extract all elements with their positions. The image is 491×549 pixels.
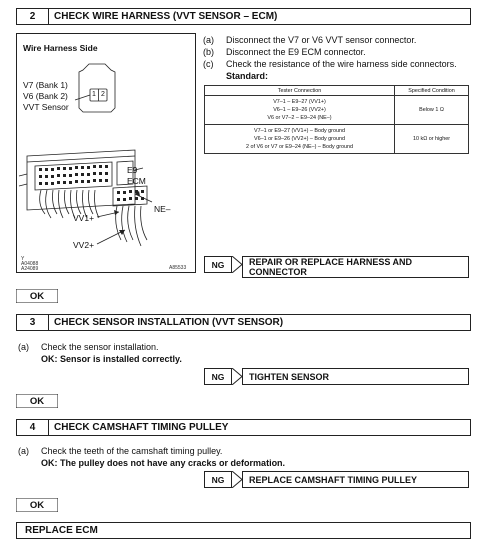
instruction-key: (a) <box>203 35 214 45</box>
table-cell-connections <box>205 125 395 154</box>
ng-result-box <box>242 256 469 278</box>
v6-label: V6 (Bank 2) <box>23 91 68 101</box>
connection-line: V6 or V7–2 – E9–24 (NE–) <box>267 115 332 121</box>
table-header-cell: Tester Connection <box>205 86 395 96</box>
ne-label: NE– <box>154 204 171 214</box>
standard-label: Standard: <box>226 71 269 81</box>
step-3-instruction <box>18 341 159 353</box>
instruction-text: Check the teeth of the camshaft timing pulley. <box>41 446 223 456</box>
connection-line: 2 of V6 or V7 or E9–24 (NE–) – Body ground <box>246 144 353 150</box>
ng-chip: NG <box>204 368 232 385</box>
step-2-header <box>16 8 471 25</box>
connection-line: V6–1 or E9–26 (VV2+) – Body ground <box>254 136 345 142</box>
instruction-key: (a) <box>18 342 29 352</box>
pin-1-label: 1 <box>92 91 96 98</box>
ecm-label: ECM <box>127 176 146 186</box>
instruction-text: Check the resistance of the wire harness side connectors. <box>226 59 457 69</box>
step-number: 3 <box>17 315 49 330</box>
ok-flow-label: OK <box>16 289 58 303</box>
instruction-a <box>203 34 416 46</box>
diagram-code-1: Y <box>21 256 25 262</box>
table-cell-condition: 10 kΩ or higher <box>395 125 469 154</box>
v7-label: V7 (Bank 1) <box>23 80 68 90</box>
connection-line: V7–1 – E9–27 (VV1+) <box>273 99 326 105</box>
final-action-box: REPLACE ECM <box>16 522 471 539</box>
instruction-text: Disconnect the E9 ECM connector. <box>226 47 366 57</box>
wire-harness-diagram <box>16 33 196 273</box>
step-4-header <box>16 419 471 436</box>
ng-result-box: TIGHTEN SENSOR <box>242 368 469 385</box>
table-cell-connections <box>205 96 395 125</box>
ng-result-box: REPLACE CAMSHAFT TIMING PULLEY <box>242 471 469 488</box>
step-3-header <box>16 314 471 331</box>
instruction-key: (c) <box>203 59 214 69</box>
table-row <box>205 125 469 154</box>
diagram-ref-code: A85533 <box>169 265 187 271</box>
instruction-key: (b) <box>203 47 214 57</box>
table-cell-condition: Below 1 Ω <box>395 96 469 125</box>
step-number: 4 <box>17 420 49 435</box>
connection-line: V7–1 or E9–27 (VV1+) – Body ground <box>254 128 345 134</box>
connection-line: V6–1 – E9–26 (VV2+) <box>273 107 326 113</box>
step-3-ok-criteria: OK: Sensor is installed correctly. <box>41 354 182 364</box>
step-title: CHECK SENSOR INSTALLATION (VVT SENSOR) <box>54 317 284 328</box>
table-header-row <box>205 86 469 96</box>
step-4-ok-criteria: OK: The pulley does not have any cracks or deformation. <box>41 458 286 468</box>
diagram-code-2: A04088 <box>21 261 39 267</box>
instruction-text: Disconnect the V7 or V6 VVT sensor connector. <box>226 35 417 45</box>
sensor-label: VVT Sensor <box>23 102 69 112</box>
vv1-label: VV1+ <box>73 213 95 223</box>
step-title: CHECK WIRE HARNESS (VVT SENSOR – ECM) <box>54 11 278 22</box>
ng-chip: NG <box>204 471 232 488</box>
resistance-spec-table <box>204 85 469 154</box>
diagram-code-3: A24089 <box>21 266 39 272</box>
step-4-instruction <box>18 445 222 457</box>
instruction-text: Check the sensor installation. <box>41 342 159 352</box>
step-title: CHECK CAMSHAFT TIMING PULLEY <box>54 422 229 433</box>
step-number: 2 <box>17 9 49 24</box>
ng-result-line: CONNECTOR <box>249 267 307 277</box>
diagram-title: Wire Harness Side <box>23 43 98 53</box>
instruction-key: (a) <box>18 446 29 456</box>
ok-flow-label: OK <box>16 498 58 512</box>
ng-result-line: REPAIR OR REPLACE HARNESS AND <box>249 257 413 267</box>
e9-label: E9 <box>127 165 138 175</box>
ng-chip: NG <box>204 256 232 273</box>
harness-illustration <box>17 34 197 274</box>
table-header-cell: Specified Condition <box>395 86 469 96</box>
instruction-c <box>203 58 457 70</box>
instruction-b <box>203 46 366 58</box>
pin-2-label: 2 <box>101 91 105 98</box>
vv2-label: VV2+ <box>73 240 95 250</box>
table-row <box>205 96 469 125</box>
ok-flow-label: OK <box>16 394 58 408</box>
